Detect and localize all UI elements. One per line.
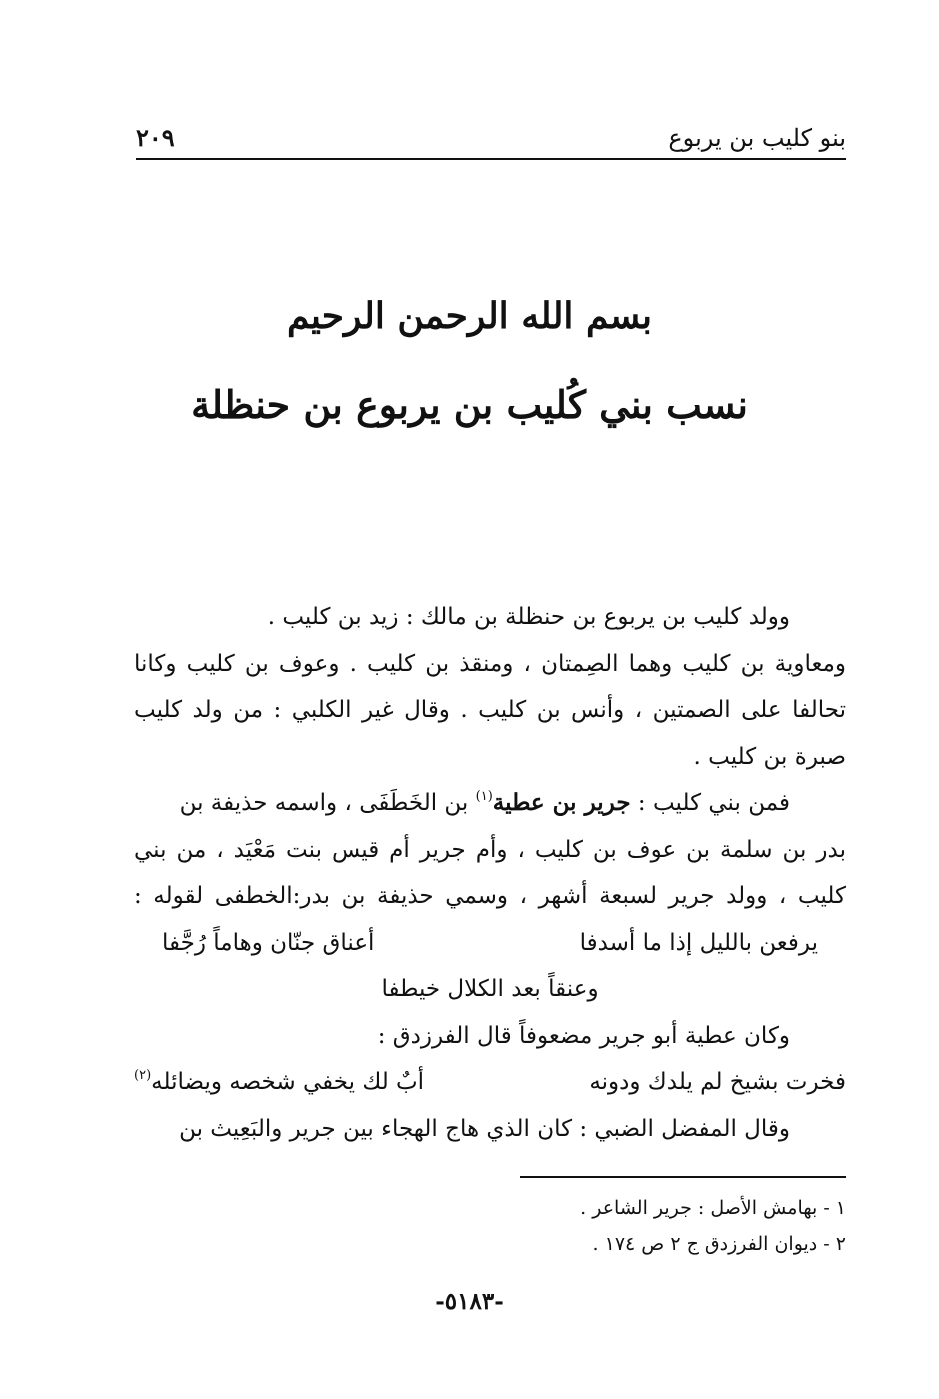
- verse-2-second-hemistich: [134, 1059, 424, 1106]
- text-line: وولد كليب بن يربوع بن حنظلة بن مالك : زيد بن كليب .: [267, 604, 790, 630]
- verse-continuation: وعنقاً بعد الكلال خيطفا: [381, 976, 599, 1002]
- jarir-intro: فمن بني كليب :: [630, 790, 790, 816]
- verse-1-first-hemistich: يرفعن بالليل إذا ما أسدفا: [579, 929, 818, 956]
- basmala: بسم الله الرحمن الرحيم: [286, 295, 653, 337]
- running-title: بنو كليب بن يربوع: [668, 124, 846, 152]
- jarir-name: جرير بن عطية: [492, 789, 631, 816]
- verse-2-first-hemistich: فخرت بشيخ لم يلدك ودونه: [589, 1069, 846, 1095]
- verse-line-2: [134, 1059, 846, 1106]
- folio-number: -٥١٨٣-: [435, 1288, 504, 1315]
- page-number: ٢٠٩: [136, 123, 175, 152]
- verse-line-1: [134, 920, 846, 967]
- text-line: وقال المفضل الضبي : كان الذي هاج الهجاء بين جرير والبَعِيث بن: [179, 1115, 790, 1142]
- footnote-rule: [520, 1176, 846, 1178]
- text-line: تحالفا على الصمتين ، وأنس بن كليب . وقال غير الكلبي : من ولد كليب: [134, 697, 846, 723]
- running-header: [136, 118, 846, 158]
- text-line: كليب ، وولد جرير لسبعة أشهر ، وسمي حذيفة بن بدر:الخطفى لقوله :: [134, 883, 846, 909]
- verse-1-second-hemistich: أعناق جنّان وهاماً رُجَّفا: [162, 929, 375, 956]
- header-rule: [136, 158, 846, 160]
- footnote-1: ١ - بهامش الأصل : جرير الشاعر .: [580, 1197, 846, 1219]
- text-line: صبرة بن كليب .: [693, 743, 846, 770]
- footnotes: [470, 1190, 846, 1262]
- footnote-ref-1[interactable]: (١): [475, 789, 493, 804]
- chapter-title: نسب بني كُليب بن يربوع بن حنظلة: [191, 382, 748, 427]
- verse-2-second-text: أبٌ لك يخفي شخصه ويضائله: [151, 1069, 425, 1095]
- footnote-ref-2[interactable]: (٢): [134, 1068, 152, 1083]
- text-line-jarir: [134, 780, 846, 827]
- body-text: [134, 594, 846, 1152]
- jarir-rest: بن الخَطَفَى ، واسمه حذيفة بن: [179, 790, 469, 816]
- text-line: وكان عطية أبو جرير مضعوفاً قال الفرزدق :: [377, 1022, 790, 1049]
- text-line: بدر بن سلمة بن عوف بن كليب ، وأم جرير أم قيس بنت مَعْيَد ، من بني: [134, 836, 846, 863]
- text-line: ومعاوية بن كليب وهما الصِمتان ، ومنقذ بن كليب . وعوف بن كليب وكانا: [134, 650, 846, 677]
- footnote-2: ٢ - ديوان الفرزدق ج ٢ ص ١٧٤ .: [592, 1233, 846, 1255]
